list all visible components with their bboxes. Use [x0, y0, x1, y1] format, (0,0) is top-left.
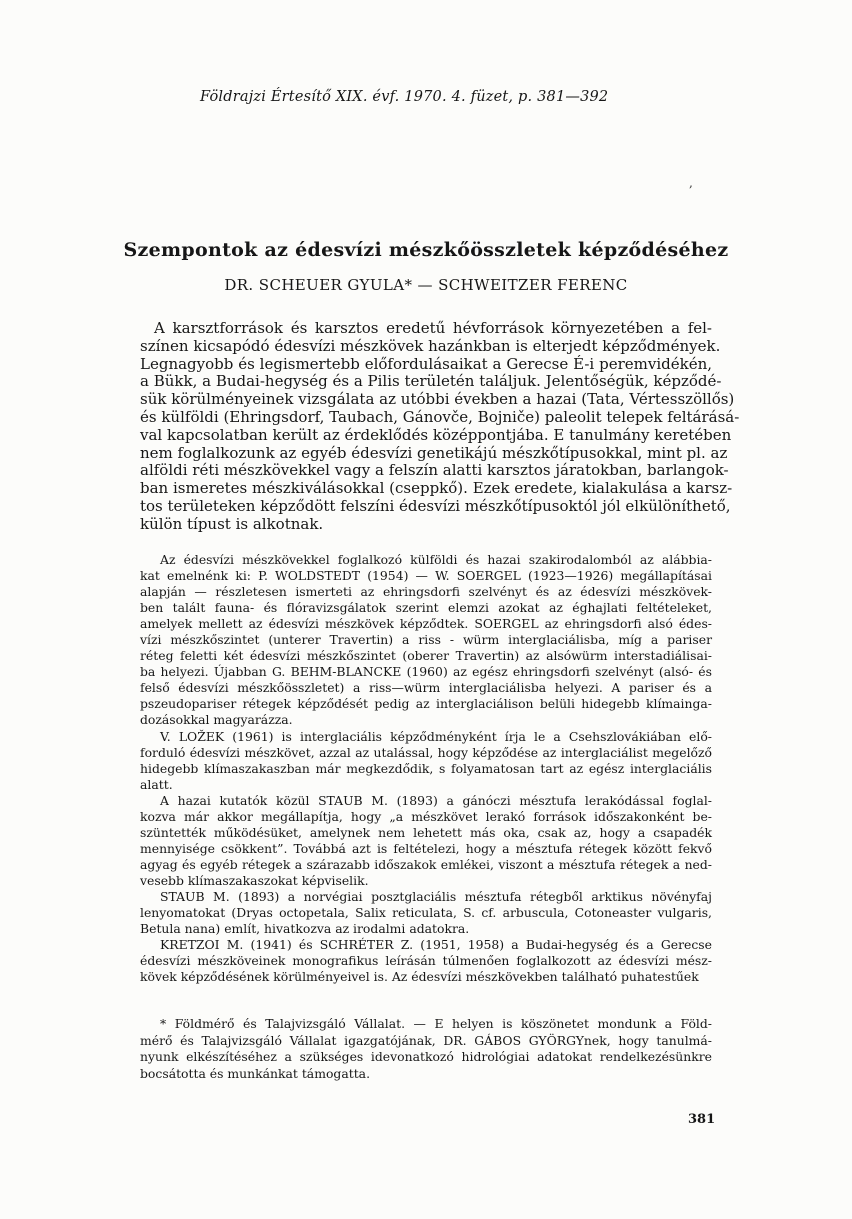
body-line: alatt. [140, 776, 173, 792]
body-line: mennyisége csökkent”. Továbbá azt is feltételezi, hogy a mésztufa rétegek között fekvő [140, 840, 712, 856]
body-line: Betula nana) említ, hivatkozva az irodalmi adatokra. [140, 921, 470, 937]
running-head: Földrajzi Értesítő XIX. évf. 1970. 4. füzet, p. 381—392 [200, 89, 609, 105]
body-line: amelyek mellett az édesvízi mészkövek képződtek. SOERGEL az ehringsdorfi alsó édes- [140, 616, 712, 632]
body-line: ben talált fauna- és flóravizsgálatok szerint elemzi azokat az éghajlati feltételeket, [140, 600, 712, 616]
body-line: édesvízi mészköveinek monografikus leírásán túlmenően foglalkozott az édesvízi mész- [140, 953, 712, 969]
abstract-line: a Bükk, a Budai-hegység és a Pilis területén találjuk. Jelentőségük, képződé- [140, 372, 722, 391]
body-line: STAUB M. (1893) a norvégiai posztglaciális mésztufa rétegből arktikus növényfaj [160, 888, 712, 904]
stray-mark: , [689, 176, 693, 190]
body-line: kozva már akkor megállapítja, hogy „a mészkövet lerakó források időszakonként be- [140, 808, 712, 824]
body-line: kat emelnénk ki: P. WOLDSTEDT (1954) — W. SOERGEL (1923—1926) megállapításai [140, 568, 712, 584]
body-line: vesebb klímaszakaszokat képviselik. [140, 872, 369, 888]
article-title: Szempontok az édesvízi mészkőösszletek képződéséhez [123, 239, 729, 261]
body-line: ba helyezi. Újabban G. BEHM-BLANCKE (1960) az egész ehringsdorfi szelvényt (alsó- és [140, 664, 712, 680]
abstract-line: A karsztforrások és karsztos eredetű hévforrások környezetében a fel- [154, 319, 712, 337]
abstract-line: külön típust is alkotnak. [140, 514, 324, 533]
abstract-line: színen kicsapódó édesvízi mészkövek hazánkban is elterjedt képződmények. [140, 336, 721, 355]
body-line: réteg feletti két édesvízi mészkőszintet (oberer Travertin) az alsówürm interstadiálisai- [140, 648, 712, 664]
abstract [140, 319, 740, 534]
body-line: A hazai kutatók közül STAUB M. (1893) a gánóczi mésztufa lerakódással foglal- [160, 792, 712, 808]
body-line: lenyomatokat (Dryas octopetala, Salix reticulata, S. cf. arbuscula, Cotoneaster vulgaris, [140, 905, 712, 921]
body-line: dozásokkal magyarázza. [140, 712, 293, 728]
body-line: vízi mészkőszintet (unterer Travertin) a riss - würm interglaciálisba, míg a pariser [140, 632, 712, 648]
abstract-line: ban ismeretes mészkiválásokkal (cseppkő). Ezek eredete, kialakulása a karsz- [140, 479, 733, 498]
footnote-line: * Földmérő és Talajvizsgáló Vállalat. — E helyen is köszönetet mondunk a Föld- [160, 1016, 712, 1031]
abstract-line: nem foglalkozunk az egyéb édesvízi genetikájú mészkőtípusokkal, mint pl. az [140, 443, 728, 462]
footnote-line: mérő és Talajvizsgáló Vállalat igazgatójának, DR. GÁBOS GYÖRGYnek, hogy tanulmá- [140, 1032, 712, 1048]
page-number: 381 [688, 1112, 716, 1127]
body-line: forduló édesvízi mészkövet, azzal az utalással, hogy képződése az interglaciálist megelőző [140, 744, 712, 760]
body-line: alapján — részletesen ismerteti az ehringsdorfi szelvényt és az édesvízi mészkövek- [140, 584, 712, 600]
body-line: Az édesvízi mészkövekkel foglalkozó külföldi és hazai szakirodalomból az alábbia- [160, 552, 712, 567]
body-line: kövek képződésének körülményeivel is. Az édesvízi mészkövekben található puhatestűek [140, 969, 699, 985]
abstract-line: alföldi réti mészkövekkel vagy a felszín alatti karsztos járatokban, barlangok- [140, 461, 729, 480]
body-line: felső édesvízi mészkőösszletet) a riss—würm interglaciálisba helyezi. A pariser és a [140, 680, 712, 696]
body-line: szüntették működésüket, amelynek nem lehetett más oka, csak az, hogy a csapadék [140, 824, 712, 840]
abstract-line: val kapcsolatban került az érdeklődés középpontjába. E tanulmány keretében [140, 425, 732, 444]
footnote [140, 1016, 712, 1082]
abstract-line: sük körülményeinek vizsgálata az utóbbi években a hazai (Tata, Vértesszöllős) [140, 390, 735, 409]
body-line: pszeudopariser rétegek képződését pedig az interglaciálison belüli hidegebb klímainga- [140, 696, 712, 712]
footnote-line: bocsátotta és munkánkat támogatta. [140, 1065, 371, 1081]
body-text [140, 552, 712, 985]
body-line: agyag és egyéb rétegek a szárazabb időszakok emlékei, viszont a mésztufa rétegek a ned- [140, 856, 712, 872]
body-line: V. LOŽEK (1961) is interglaciális képződményként írja le a Csehszlovákiában elő- [160, 728, 712, 744]
abstract-line: és külföldi (Ehringsdorf, Taubach, Gánovče, Bojniče) paleolit telepek feltárásá- [140, 407, 740, 426]
body-line: hidegebb klímaszakaszban már megkezdődik, s folyamatosan tart az egész interglaciális [140, 760, 712, 776]
footnote-line: nyunk elkészítéséhez a szükséges idevonatkozó hidrológiai adatokat rendelkezésünkre [140, 1049, 712, 1064]
abstract-line: tos területeken képződött felszíni édesvízi mészkőtípusoktól jól elkülöníthető, [140, 496, 731, 515]
article-authors: DR. SCHEUER GYULA* — SCHWEITZER FERENC [224, 276, 628, 294]
abstract-line: Legnagyobb és legismertebb előfordulásaikat a Gerecse É-i peremvidékén, [140, 354, 712, 373]
body-line: KRETZOI M. (1941) és SCHRÉTER Z. (1951, 1958) a Budai-hegység és a Gerecse [160, 937, 712, 953]
